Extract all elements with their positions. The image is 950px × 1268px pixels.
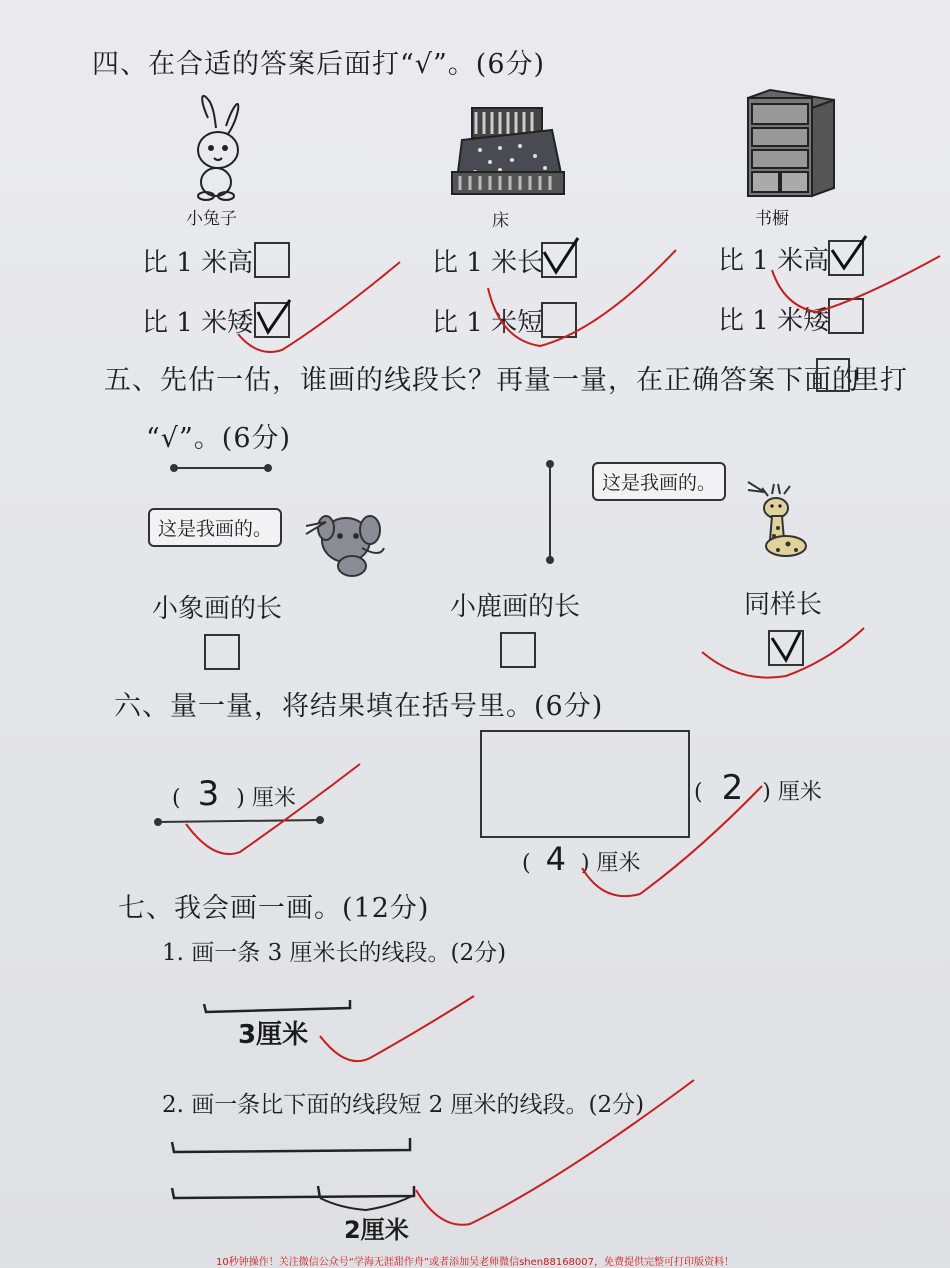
elephant-speech-bubble bbox=[148, 508, 282, 547]
speech-tail-elephant bbox=[306, 522, 326, 534]
same-length-checkbox[interactable] bbox=[768, 630, 804, 666]
deer-speech-text: 这是我画的。 bbox=[602, 472, 717, 494]
choice-deer-longer: 小鹿画的长 bbox=[450, 592, 581, 622]
bed-option-shorter: 比 1 米短 bbox=[432, 308, 544, 338]
rect-height-value: 2 bbox=[721, 768, 744, 808]
q1-handwritten-answer: 3厘米 bbox=[238, 1020, 309, 1050]
section-6-title: 六、量一量，将结果填在括号里。(6分) bbox=[114, 691, 604, 722]
q2-drawn-segment bbox=[172, 1186, 414, 1198]
rect-width-value: 4 bbox=[545, 840, 566, 878]
elephant-icon bbox=[318, 516, 384, 576]
question-7-1: 1. 画一条 3 厘米长的线段。(2分) bbox=[162, 940, 507, 966]
question-7-2: 2. 画一条比下面的线段短 2 厘米的线段。(2分) bbox=[162, 1092, 645, 1118]
choice-elephant-longer: 小象画的长 bbox=[152, 594, 283, 624]
rabbit-option-taller: 比 1 米高 bbox=[142, 248, 254, 278]
deer-line-segment bbox=[547, 461, 553, 563]
bookcase-option-shorter: 比 1 米矮 bbox=[718, 306, 830, 336]
rabbit-option-shorter: 比 1 米矮 bbox=[142, 308, 254, 338]
elephant-longer-checkbox[interactable] bbox=[204, 634, 240, 670]
rabbit-icon bbox=[198, 96, 238, 200]
q1-drawn-segment bbox=[204, 1000, 350, 1012]
rabbit-shorter-checkbox[interactable] bbox=[254, 302, 290, 338]
deer-icon bbox=[762, 484, 806, 556]
segment-length-value: 3 bbox=[197, 774, 220, 814]
elephant-speech-text: 这是我画的。 bbox=[158, 518, 273, 540]
section-4-title: 四、在合适的答案后面打“√”。(6分) bbox=[92, 49, 546, 80]
rabbit-taller-checkbox[interactable] bbox=[254, 242, 290, 278]
rect-width-answer: ( 4 ) 厘米 bbox=[522, 840, 641, 878]
deer-speech-bubble bbox=[592, 462, 726, 501]
bookcase-taller-checkbox[interactable] bbox=[828, 240, 864, 276]
measure-rectangle bbox=[480, 730, 690, 838]
bed-longer-checkbox[interactable] bbox=[541, 242, 577, 278]
bookcase-shorter-checkbox[interactable] bbox=[828, 298, 864, 334]
segment-length-answer: ( 3 ) 厘米 bbox=[172, 774, 296, 814]
bookcase-icon bbox=[748, 90, 834, 196]
section-5-title-line1-end: 里打 bbox=[852, 365, 908, 396]
section-5-title-line1: 五、先估一估，谁画的线段长？再量一量，在正确答案下面的 bbox=[104, 365, 860, 396]
section-5-title-line2: “√”。(6分) bbox=[146, 423, 292, 454]
section-7-title: 七、我会画一画。(12分) bbox=[118, 893, 430, 924]
measure-line-segment bbox=[155, 817, 323, 825]
item-name-bed: 床 bbox=[492, 211, 509, 231]
bookcase-option-taller: 比 1 米高 bbox=[718, 246, 830, 276]
choice-same-length: 同样长 bbox=[744, 590, 823, 620]
answer-box-example bbox=[816, 358, 850, 392]
q2-brace-mark bbox=[320, 1196, 412, 1210]
bed-icon bbox=[452, 108, 564, 194]
q2-handwritten-answer: 2厘米 bbox=[344, 1216, 409, 1244]
footer-note: 10秒钟操作！关注微信公众号“学海无涯甜作舟”或者添加吴老师微信shen88168007，免费提供完整可打印版资料！ bbox=[215, 1257, 735, 1268]
item-name-rabbit: 小兔子 bbox=[186, 209, 237, 229]
bed-shorter-checkbox[interactable] bbox=[541, 302, 577, 338]
rect-height-answer: ( 2 ) 厘米 bbox=[694, 768, 822, 808]
deer-longer-checkbox[interactable] bbox=[500, 632, 536, 668]
speech-tail-deer bbox=[748, 482, 764, 492]
bed-option-longer: 比 1 米长 bbox=[432, 248, 544, 278]
q2-given-segment bbox=[172, 1138, 410, 1152]
item-name-bookcase: 书橱 bbox=[755, 209, 789, 229]
elephant-line-segment bbox=[171, 465, 271, 471]
